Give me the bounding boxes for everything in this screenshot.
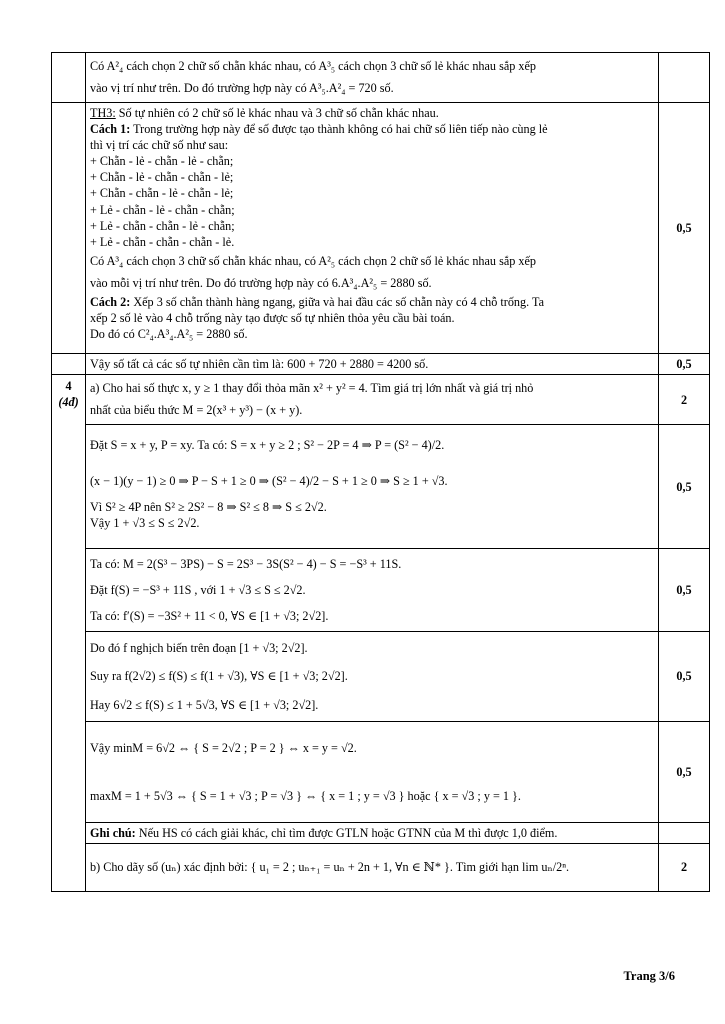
solution-line: (x − 1)(y − 1) ≥ 0 ⇒ P − S + 1 ≥ 0 ⇒ (S² − 4)/2 − S + 1 ≥ 0 ⇒ S ≥ 1 + √3. bbox=[90, 474, 448, 489]
content-cell bbox=[86, 354, 659, 375]
text-line: Do đó có C²₄.A³₄.A²₅ = 2880 số. bbox=[90, 327, 248, 342]
table-row bbox=[52, 354, 710, 375]
question-cell bbox=[52, 375, 86, 892]
answer-sheet bbox=[51, 52, 709, 892]
solution-line: Ta có: f′(S) = −3S² + 11 < 0, ∀S ∈ [1 + √3; 2√2]. bbox=[90, 609, 329, 624]
table-row bbox=[52, 843, 710, 891]
table-row bbox=[52, 375, 710, 425]
solution-line: Do đó f nghịch biến trên đoạn [1 + √3; 2√2]. bbox=[90, 641, 308, 656]
problem-statement: a) Cho hai số thực x, y ≥ 1 thay đổi thỏa mãn x² + y² = 4. Tìm giá trị lớn nhất và giá trị nhỏ bbox=[90, 381, 534, 396]
page-number: Trang 3/6 bbox=[623, 969, 675, 983]
score-cell bbox=[659, 822, 710, 843]
problem-statement: b) Cho dãy số (uₙ) xác định bởi: { u₁ = 2 ; uₙ₊₁ = uₙ + 2n + 1, ∀n ∈ ℕ* }. Tìm giới hạn lim uₙ/2ⁿ. bbox=[90, 860, 570, 875]
note-label: Ghi chú: bbox=[90, 825, 136, 840]
solution-line: Suy ra f(2√2) ≤ f(S) ≤ f(1 + √3), ∀S ∈ [1 + √3; 2√2]. bbox=[90, 669, 348, 684]
score-cell: 0,5 bbox=[659, 425, 710, 549]
method-label: Cách 2: bbox=[90, 295, 131, 310]
solution-line: Vậy minM = 6√2 ⇔ { S = 2√2 ; P = 2 } ⇔ x = y = √2. bbox=[90, 740, 357, 755]
content-cell bbox=[86, 822, 659, 843]
problem-statement: nhất của biểu thức M = 2(x³ + y³) − (x + y). bbox=[90, 403, 303, 418]
content-cell bbox=[86, 103, 659, 354]
score-cell: 0,5 bbox=[659, 103, 710, 354]
content-cell bbox=[86, 721, 659, 822]
text-line: thì vị trí các chữ số như sau: bbox=[90, 138, 229, 153]
solution-line: Vì S² ≥ 4P nên S² ≥ 2S² − 8 ⇒ S² ≤ 8 ⇒ S ≤ 2√2. bbox=[90, 500, 327, 515]
question-points: (4đ) bbox=[58, 395, 79, 410]
table-row bbox=[52, 721, 710, 822]
solution-line: Vậy 1 + √3 ≤ S ≤ 2√2. bbox=[90, 516, 200, 531]
table-row bbox=[52, 632, 710, 721]
table-row bbox=[52, 549, 710, 632]
text-line: Có A³₄ cách chọn 3 chữ số chẵn khác nhau, có A²₅ cách chọn 2 chữ số lẻ khác nhau sắp xếp bbox=[90, 253, 536, 268]
grading-table bbox=[51, 52, 710, 892]
text-line: vào mỗi vị trí như trên. Do đó trường hợp này có 6.A³₄.A²₅ = 2880 số. bbox=[90, 275, 432, 290]
text-line: Có A²₄ cách chọn 2 chữ số chẵn khác nhau, có A³₅ cách chọn 3 chữ số lẻ khác nhau sắp xếp bbox=[90, 59, 536, 73]
pattern-line: + Lẻ - chẵn - lẻ - chẵn - chẵn; bbox=[90, 202, 235, 217]
pattern-line: + Lẻ - chẵn - chẵn - chẵn - lẻ. bbox=[90, 234, 235, 249]
text-line: Trong trường hợp này để số được tạo thành không có hai chữ số liên tiếp nào cùng lẻ bbox=[130, 122, 548, 137]
content-cell bbox=[86, 53, 659, 103]
solution-line: Đặt f(S) = −S³ + 11S , với 1 + √3 ≤ S ≤ 2√2. bbox=[90, 583, 306, 598]
solution-line: Đặt S = x + y, P = xy. Ta có: S = x + y ≥ 2 ; S² − 2P = 4 ⇒ P = (S² − 4)/2. bbox=[90, 438, 445, 453]
solution-line: Hay 6√2 ≤ f(S) ≤ 1 + 5√3, ∀S ∈ [1 + √3; 2√2]. bbox=[90, 697, 319, 712]
score-cell: 0,5 bbox=[659, 721, 710, 822]
pattern-line: + Chẵn - lẻ - chẵn - lẻ - chẵn; bbox=[90, 154, 234, 169]
solution-line: maxM = 1 + 5√3 ⇔ { S = 1 + √3 ; P = √3 } ⇔ { x = 1 ; y = √3 } hoặc { x = √3 ; y = 1 }. bbox=[90, 788, 521, 803]
score-cell: 0,5 bbox=[659, 632, 710, 721]
solution-line: Ta có: M = 2(S³ − 3PS) − S = 2S³ − 3S(S² − 4) − S = −S³ + 11S. bbox=[90, 557, 402, 572]
table-row bbox=[52, 822, 710, 843]
table-row bbox=[52, 425, 710, 549]
score-cell bbox=[659, 53, 710, 103]
method-label: Cách 1: bbox=[90, 122, 131, 137]
question-cell bbox=[52, 103, 86, 354]
text-line: xếp 2 số lẻ vào 4 chỗ trống này tạo được số tự nhiên thỏa yêu cầu bài toán. bbox=[90, 311, 455, 326]
pattern-line: + Chẵn - chẵn - lẻ - chẵn - lẻ; bbox=[90, 186, 234, 201]
score-cell: 0,5 bbox=[659, 549, 710, 632]
table-row bbox=[52, 103, 710, 354]
content-cell bbox=[86, 632, 659, 721]
table-row bbox=[52, 53, 710, 103]
content-cell bbox=[86, 843, 659, 891]
content-cell bbox=[86, 549, 659, 632]
text-line: vào vị trí như trên. Do đó trường hợp này có A³₅.A²₄ = 720 số. bbox=[90, 81, 394, 96]
score-cell: 2 bbox=[659, 843, 710, 891]
text-line: Xếp 3 số chẵn thành hàng ngang, giữa và hai đầu các số chẵn này có 4 chỗ trống. Ta bbox=[130, 295, 544, 310]
content-cell bbox=[86, 425, 659, 549]
note-text: Nếu HS có cách giải khác, chỉ tìm được GTLN hoặc GTNN của M thì được 1,0 điểm. bbox=[135, 825, 558, 840]
pattern-line: + Chẵn - lẻ - chẵn - chẵn - lẻ; bbox=[90, 170, 234, 185]
score-cell: 0,5 bbox=[659, 354, 710, 375]
question-cell bbox=[52, 53, 86, 103]
content-cell bbox=[86, 375, 659, 425]
text-line: Vậy số tất cả các số tự nhiên cần tìm là: 600 + 720 + 2880 = 4200 số. bbox=[90, 357, 429, 371]
text-line: Số tự nhiên có 2 chữ số lẻ khác nhau và 3 chữ số chẵn khác nhau. bbox=[115, 106, 439, 120]
question-cell bbox=[52, 354, 86, 375]
question-number: 4 bbox=[65, 379, 72, 394]
score-cell: 2 bbox=[659, 375, 710, 425]
case-title: TH3: bbox=[90, 106, 116, 120]
pattern-line: + Lẻ - chẵn - chẵn - lẻ - chẵn; bbox=[90, 218, 235, 233]
